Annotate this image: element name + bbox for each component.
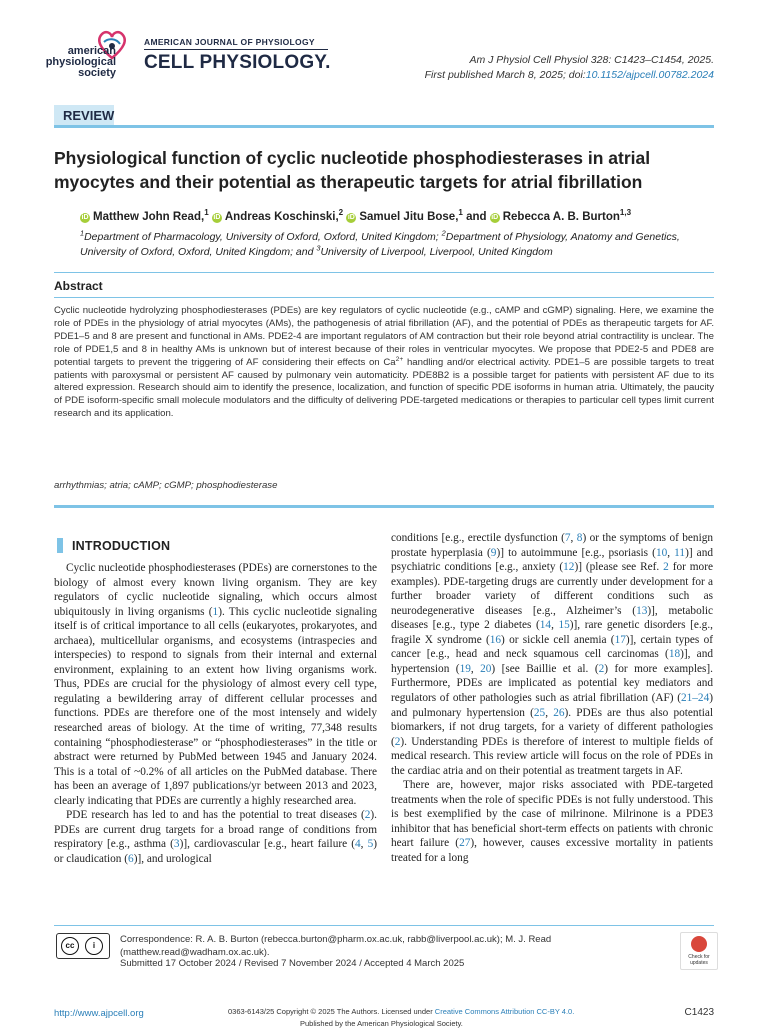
author[interactable]: [80, 208, 209, 223]
check-for-updates-badge[interactable]: [680, 932, 718, 970]
affiliations: [80, 230, 700, 260]
orcid-icon[interactable]: iD: [347, 214, 355, 221]
citation-link[interactable]: 21–24: [680, 692, 710, 705]
abstract-heading-rule: [54, 297, 714, 298]
citation-link[interactable]: 18: [668, 648, 681, 661]
citation-link[interactable]: 27: [459, 837, 471, 850]
citation-link[interactable]: 8: [576, 532, 583, 544]
cc-by-license-badge[interactable]: [56, 933, 110, 959]
affil-sup: 3: [316, 243, 321, 253]
citation-link[interactable]: 2: [598, 662, 605, 675]
citation-link[interactable]: 3: [173, 838, 180, 851]
affil-sup: 1: [80, 228, 85, 238]
footer-rule: [54, 925, 714, 926]
paragraph: There are, however, major risks associated with PDE-targeted treatments when the role of specific PDEs is not fully understood. This is best exemplified by the case of milrinone. Milrinone is a PDE3 inhibitor that has beneficial short-term effects on patients with chronic heart failure (27), however, causes excessive mortality in patients treated for a long: [391, 779, 714, 865]
citation: [425, 53, 714, 83]
citation-link[interactable]: 15: [558, 619, 570, 632]
abstract-heading: Abstract: [54, 279, 103, 293]
abstract-sup: 2+: [395, 355, 404, 363]
section-heading-introduction: INTRODUCTION: [72, 539, 171, 553]
orcid-icon[interactable]: iD: [213, 214, 221, 221]
citation-prefix: First published March 8, 2025; doi:: [424, 69, 586, 81]
citation-link[interactable]: 16: [489, 633, 502, 646]
author-name: Andreas Koschinski,: [224, 211, 339, 223]
license-link[interactable]: Creative Commons Attribution CC-BY 4.0.: [434, 1007, 575, 1016]
citation-link[interactable]: 13: [636, 604, 648, 617]
keywords: arrhythmias; atria; cAMP; cGMP; phosphodiesterase: [54, 480, 278, 491]
submission-dates: Submitted 17 October 2024 / Revised 7 November 2024 / Accepted 4 March 2025: [120, 958, 465, 969]
author-affil-sup: 1: [458, 208, 463, 218]
doi-link[interactable]: 10.1152/ajpcell.00782.2024: [585, 69, 714, 81]
citation-line: [425, 68, 714, 83]
citation-link[interactable]: 5: [367, 838, 374, 851]
right-column: [391, 531, 713, 866]
affiliation: Department of Physiology, Anatomy and Genetics, University of Oxford, Oxford, United Kingdom; and: [80, 231, 680, 258]
orcid-icon[interactable]: iD: [491, 214, 499, 221]
journal-url-link[interactable]: http://www.ajpcell.org: [54, 1008, 144, 1019]
citation-link[interactable]: 10: [655, 546, 668, 559]
logo-line: society: [78, 67, 116, 79]
author-conjunction: and: [466, 211, 487, 223]
affiliation: University of Liverpool, Liverpool, United Kingdom: [320, 246, 553, 258]
journal-series-name: AMERICAN JOURNAL OF PHYSIOLOGY: [144, 37, 315, 47]
logo-line: physiological: [45, 56, 116, 68]
cc-icon: cc: [61, 937, 79, 955]
author[interactable]: [346, 208, 463, 223]
author[interactable]: [212, 208, 344, 223]
citation-link[interactable]: 11: [674, 546, 686, 559]
citation-link[interactable]: 25: [533, 706, 546, 719]
logo-line: american: [67, 45, 116, 57]
section-marker: [57, 538, 63, 553]
correspondence: Correspondence: R. A. B. Burton (rebecca.burton@pharm.ox.ac.uk, rabb@liverpool.ac.uk); M. J. Read (matthew.read@wadham.ox.ac.uk).: [120, 934, 552, 958]
citation-link[interactable]: 19: [459, 662, 471, 675]
author-affil-sup: 2: [338, 208, 344, 218]
check-for-updates-label: Check for updates: [688, 954, 710, 966]
publisher: Published by the American Physiological Society.: [300, 1019, 463, 1028]
copyright-text: 0363-6143/25 Copyright © 2025 The Authors. Licensed under: [228, 1007, 435, 1016]
citation-line: Am J Physiol Cell Physiol 328: C1423–C1454, 2025.: [469, 54, 714, 66]
author-list: [80, 208, 632, 223]
left-column: [54, 561, 377, 866]
citation-link[interactable]: 6: [128, 852, 134, 865]
paragraph: Cyclic nucleotide phosphodiesterases (PDEs) are cornerstones to the biology of almost every known living organism. They are key regulators of cyclic nucleotide signaling, which occurs almost ubiquitously in living organisms (1). This cyclic nucleotide signaling itself is of critical importance to all cells (eukaryotes, prokaryotes, and archaea), multicellular organisms, and ecosystems (intraspecies and interspecies) to respond to signals from their internal and external environment, explaining to an extent how living organisms work. Thus, PDEs are crucial for the physiology of almost every cell type, regulating a bewildering array of different cellular processes and functions. PDEs are therefore one of the most intensely and widely researched areas of biology. At the time of writing, 77,348 results containing “phosphodiesterase” or “phosphodiesterases” in the title or abstract were returned by PubMed between 1945 and January 2024. This is a total of ~0.2% of all articles on the PubMed database. There has been an average of 1,897 publications/yr between 2013 and 2023, clearly indicating that PDEs are currently a highly researched area.: [54, 562, 378, 807]
citation-link[interactable]: 17: [614, 633, 626, 646]
aps-logo: [30, 28, 140, 88]
author-affil-sup: 1: [204, 208, 209, 218]
affil-sup: 2: [441, 228, 446, 238]
abstract-text-part: Cyclic nucleotide hydrolyzing phosphodiesterases (PDEs) are key regulators of cyclic nucleotide (e.g., cAMP and cGMP) signaling. Here, we examine the role of PDEs in the physiology of atrial myocytes (AMs), the pathogenesis of atrial fibrillation (AF), and the potential of PDEs as therapeutic targets for AF. PDE1–5 and 8 are present and functional in AMs. PDE2-4 are important regulators of AM contraction but their role beyond atrial contractility is unclear. The role of PDE1,5 and 8 in healthy AMs is unknown but of interest because of their roles in ventricular myocytes. We propose that PDE2-5 and PDE8 are potential targets to prevent the triggering of AF considering their effects on Ca: [54, 305, 714, 368]
article-type-label: REVIEW: [63, 108, 115, 123]
orcid-icon[interactable]: iD: [81, 214, 89, 221]
paragraph: PDE research has led to and has the potential to treat diseases (2). PDEs are current drug targets for a broad range of conditions from respiratory [e.g., asthma (3)], cardiovascular [e.g., heart failure (4, 5) or claudication (6)], and urological: [54, 809, 378, 865]
citation-link[interactable]: 7: [564, 532, 571, 544]
paragraph: conditions [e.g., erectile dysfunction (7, 8) or the symptoms of benign prostate hyperplasia (9)] to autoimmune [e.g., psoriasis (10, 11)] and psychiatric conditions [e.g., anxiety (12)] (please see Ref. 2 for more examples). PDE-targeting drugs are currently under development for a further broader variety of different conditions such as neurodegenerative diseases [e.g., Alzheimer’s (13)], metabolic diseases [e.g., type 2 diabetes (14, 15)], rare genetic disorders [e.g., fragile X syndrome (16) or sickle cell anemia (17)], certain types of cancer [e.g., head and neck squamous cell carcinomas (18)], and hypertension (19, 20) [see Baillie et al. (2) for more examples]. Furthermore, PDEs are implicated as potential key mediators and regulators of other pathologies such as atrial fibrillation (AF) (21–24) and pulmonary hypertension (25, 26). PDEs are thus also potential biomarkers, if not drug targets, for a variety of different pathologies (2). Understanding PDEs is therefore of interest to multiple fields of medical research. This review article will focus on the role of PDEs in the cardiac atria and on their potential as treatment targets in AF.: [391, 532, 714, 777]
abstract-top-rule: [54, 272, 714, 273]
citation-link[interactable]: 2: [663, 561, 669, 574]
article-title: Physiological function of cyclic nucleotide phosphodiesterases in atrial myocytes and their potential as therapeutic targets for atrial fibrillation: [54, 148, 651, 192]
page-number: C1423: [684, 1007, 714, 1018]
header-rule: [54, 125, 714, 128]
abstract-text-part: handling and/or electrical activity. PDE1–5 are possible targets to treat patients with paroxysmal or persistent AF caused by pulmonary vein automaticity. PDE8B2 is a possible target for patients with persistent AF due to its altered expression. Research should aim to identify the presence, localization, and function of specific PDE isoforms in human atria. Ultimately, the paucity of PDE isoform-specific small molecule modulators and the difficulty of delivering PDE-targeted medications or therapies to particular cell types limit current research and its application.: [54, 356, 715, 420]
citation-link[interactable]: 26: [553, 706, 565, 719]
author-name: Matthew John Read,: [93, 211, 205, 223]
author-affil-sup: 1,3: [619, 208, 632, 218]
journal-divider: [144, 49, 328, 50]
author-name: Rebecca A. B. Burton: [502, 211, 620, 223]
citation-link[interactable]: 9: [490, 546, 497, 559]
journal-name: CELL PHYSIOLOGY.: [144, 52, 331, 73]
copyright: [228, 1007, 574, 1016]
citation-link[interactable]: 1: [212, 605, 219, 618]
citation-link[interactable]: 4: [355, 838, 361, 851]
attribution-icon: i: [85, 937, 103, 955]
abstract-bottom-rule: [54, 505, 714, 508]
abstract-text: [54, 305, 714, 421]
citation-link[interactable]: 2: [394, 735, 401, 748]
crossmark-icon: [691, 936, 707, 952]
citation-link[interactable]: 12: [563, 561, 575, 574]
citation-link[interactable]: 2: [364, 809, 371, 822]
affiliation: Department of Pharmacology, University of Oxford, Oxford, United Kingdom;: [84, 231, 442, 243]
citation-link[interactable]: 14: [539, 619, 552, 632]
author[interactable]: [490, 208, 632, 223]
citation-link[interactable]: 20: [480, 662, 492, 675]
author-name: Samuel Jitu Bose,: [359, 211, 459, 223]
